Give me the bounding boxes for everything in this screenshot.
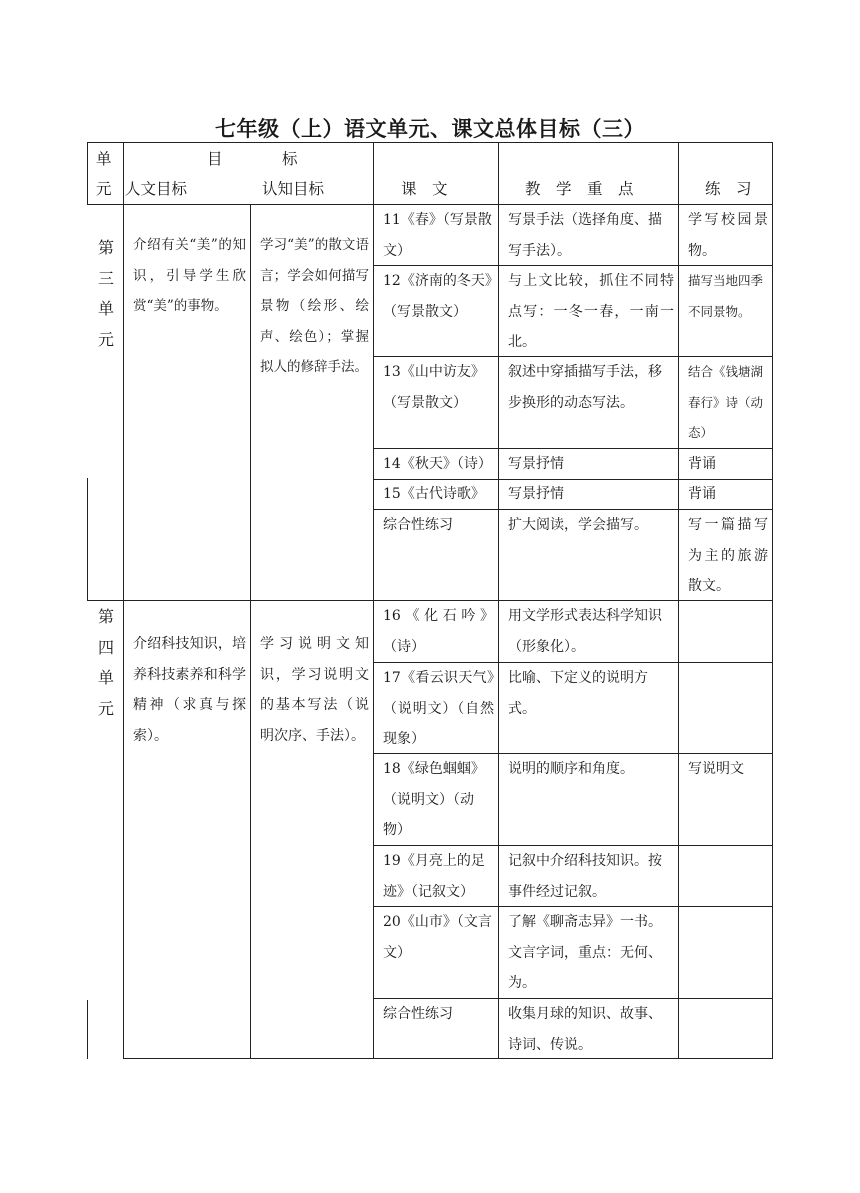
rule-right (772, 142, 773, 1059)
practice: 学写校园景物。 (688, 212, 768, 259)
unit-label: 第四单元 (97, 607, 114, 718)
lesson-title: 14《秋天》（诗） (383, 456, 492, 472)
rule-left-mid (87, 478, 88, 600)
practice: 结合《钱塘湖春行》诗（动态） (688, 364, 764, 440)
teaching-focus: 扩大阅读，学会描写。 (508, 517, 648, 533)
unit-label: 第三单元 (97, 238, 114, 349)
teaching-focus: 用文学形式表达科学知识（形象化）。 (508, 608, 662, 655)
lesson-title: 11《春》（写景散文） (383, 212, 492, 259)
teaching-focus: 收集月球的知识、故事、诗词、传说。 (508, 1006, 662, 1053)
humanistic-goal: 介绍有关“美”的知识，引导学生欣赏“美”的事物。 (133, 237, 246, 314)
cognitive-goal: 学习“美”的散文语言；学会如何描写景物（绘形、绘声、绘色）；掌握拟人的修辞手法。 (260, 237, 369, 375)
rule-left-bottom (87, 1000, 88, 1059)
cognitive-goal: 学习说明文知识，学习说明文的基本写法（说明次序、手法）。 (260, 636, 369, 744)
practice: 描写当地四季不同景物。 (688, 273, 764, 319)
rule-top (87, 142, 772, 143)
teaching-focus: 与上文比较，抓住不同特点写：一冬一春，一南一北。 (508, 273, 674, 350)
practice: 背诵 (688, 456, 716, 472)
lesson-title: 15《古代诗歌》 (383, 486, 485, 502)
header-goal-biao: 标 (282, 150, 298, 168)
humanistic-goal: 介绍科技知识，培养科技素养和科学精神（求真与探索）。 (133, 636, 246, 744)
header-cognitive: 认知目标 (262, 180, 325, 198)
practice: 写一篇描写为主的旅游散文。 (688, 517, 768, 594)
teaching-focus: 叙述中穿插描写手法，移步换形的动态写法。 (508, 364, 662, 411)
header-goal-mu: 目 (207, 150, 223, 168)
header-practice: 练 习 (705, 180, 752, 198)
lesson-title: 19《月亮上的足迹》（记叙文） (383, 853, 485, 900)
teaching-focus: 比喻、下定义的说明方式。 (508, 670, 648, 717)
header-unit-char1: 单 (96, 150, 112, 168)
page-title: 七年级（上）语文单元、课文总体目标（三） (215, 117, 645, 141)
lesson-title: 综合性练习 (383, 1006, 453, 1022)
lesson-title: 20《山市》（文言文） (383, 914, 492, 961)
lesson-title: 18《绿色蝈蝈》（说明文）（动物） (383, 761, 485, 838)
lesson-title: 13《山中访友》（写景散文） (383, 364, 485, 411)
lesson-title: 综合性练习 (383, 517, 453, 533)
teaching-focus: 写景抒情 (508, 486, 564, 502)
teaching-focus: 写景手法（选择角度、描写手法）。 (508, 212, 662, 259)
header-unit-char2: 元 (96, 180, 112, 198)
lesson-title: 16《化石吟》（诗） (383, 608, 494, 655)
header-humanistic: 人文目标 (125, 180, 188, 198)
practice: 写说明文 (688, 761, 744, 777)
teaching-focus: 说明的顺序和角度。 (508, 761, 634, 777)
rule-left-top (87, 142, 88, 204)
teaching-focus: 记叙中介绍科技知识。按事件经过记叙。 (508, 853, 662, 900)
practice: 背诵 (688, 486, 716, 502)
lesson-title: 17《看云识天气》（说明文）（自然现象） (383, 670, 494, 747)
lesson-title: 12《济南的冬天》（写景散文） (383, 273, 492, 320)
teaching-focus: 了解《聊斋志异》一书。文言字词，重点：无何、为。 (508, 914, 662, 991)
teaching-focus: 写景抒情 (508, 456, 564, 472)
header-lesson: 课 文 (401, 180, 448, 198)
header-focus: 教 学 重 点 (525, 180, 634, 198)
